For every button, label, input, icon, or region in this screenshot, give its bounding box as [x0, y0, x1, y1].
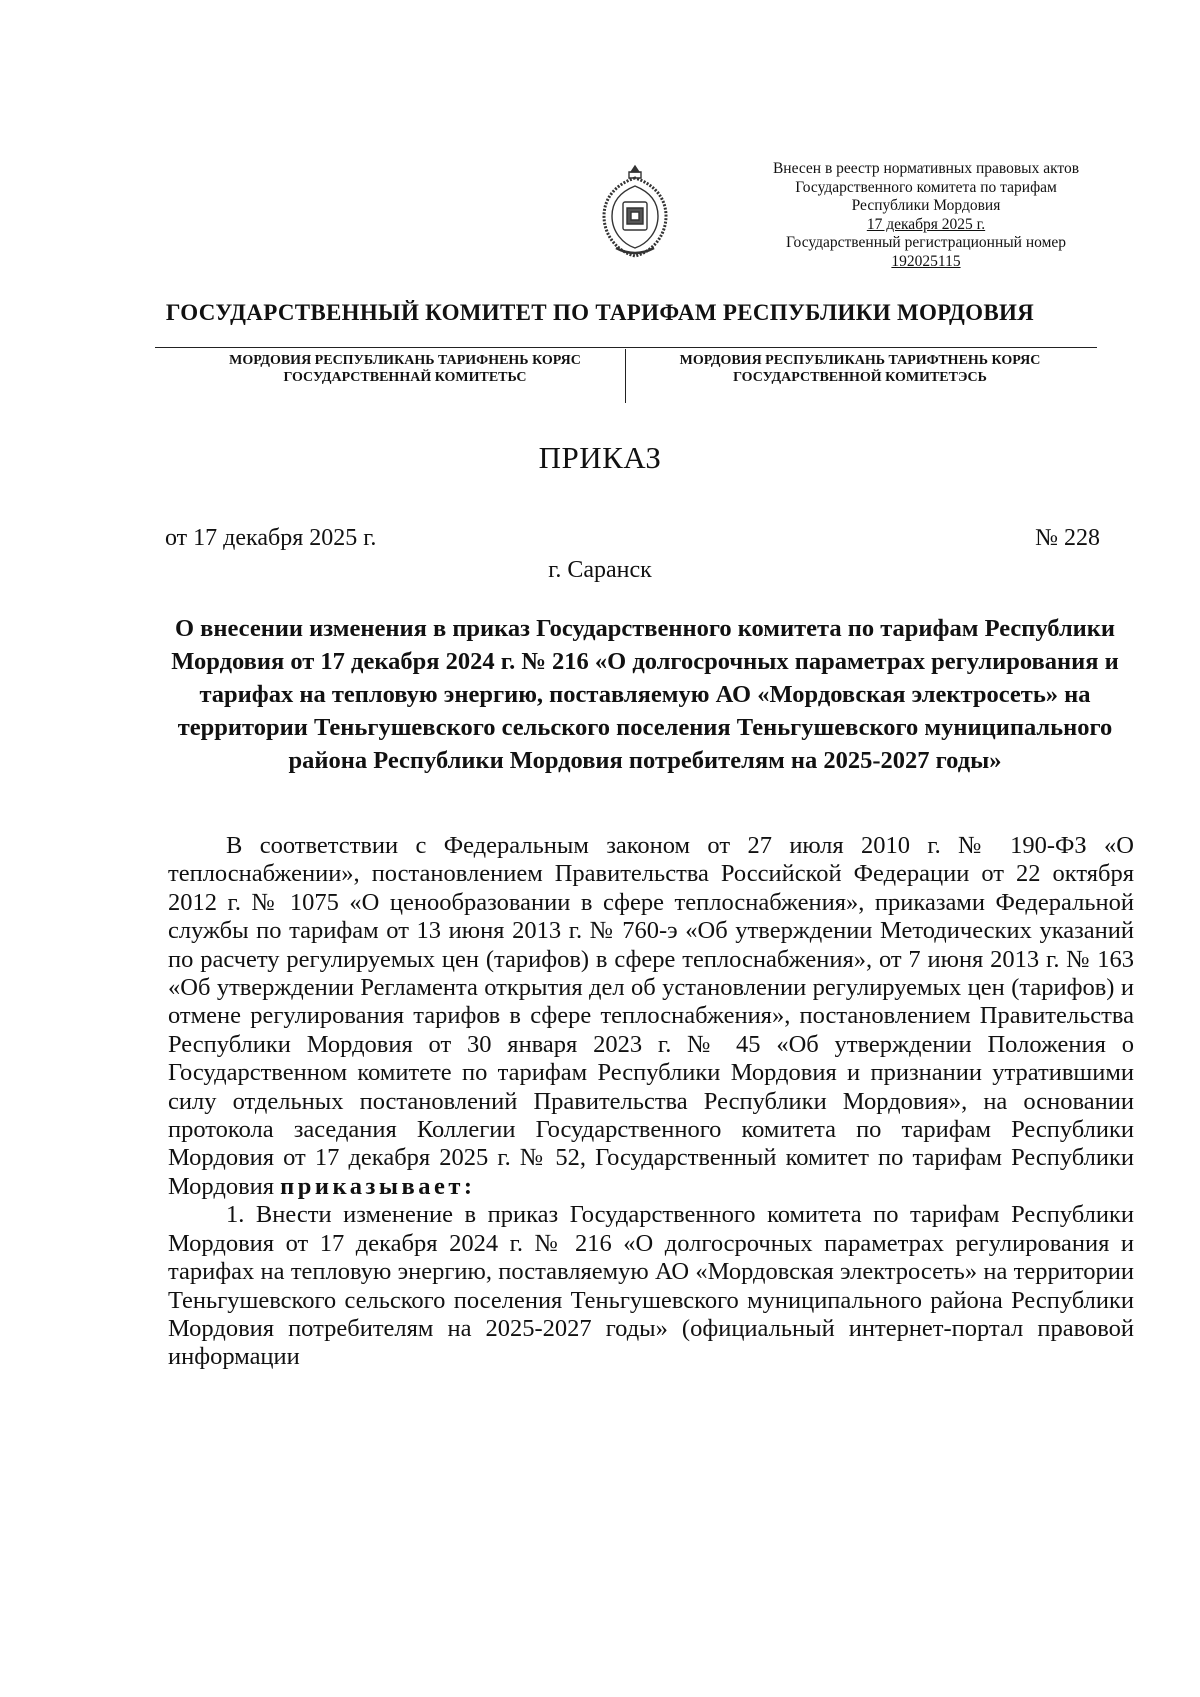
document-number: № 228	[1035, 525, 1100, 551]
document-type: ПРИКАЗ	[538, 440, 662, 475]
document-body	[168, 832, 1134, 1372]
moksha-line: ГОСУДАРСТВЕННАЙ КОМИТЕТЬС	[283, 370, 527, 385]
document-title: О внесении изменения в приказ Государственного комитета по тарифам Республики Мордовия от 17 декабря 2024 г. № 216 «О долгосрочных параметрах регулирования и тарифах на тепловую энергию, поставляемую АО «Мордовская электросеть» на территории Теньгушевского сельского поселения Теньгушевского муниципального района Республики Мордовия потребителям на 2025-2027 годы»	[171, 615, 1119, 774]
registry-stamp	[736, 160, 1116, 271]
order-word: приказывает:	[280, 1172, 476, 1200]
moksha-line: МОРДОВИЯ РЕСПУБЛИКАНЬ ТАРИФНЕНЬ КОРЯС	[229, 353, 581, 368]
erzya-line: ГОСУДАРСТВЕННОЙ КОМИТЕТЭСЬ	[733, 370, 987, 385]
document-date: от 17 декабря 2025 г.	[165, 525, 377, 551]
paragraph-text: В соответствии с Федеральным законом от 27 июля 2010 г. № 190-ФЗ «О теплоснабжении», постановлением Правительства Российской Федерации от 22 октября 2012 г. № 1075 «О ценообразовании в сфере теплоснабжения», приказами Федеральной службы по тарифам от 13 июня 2013 г. № 760-э «Об утверждении Методических указаний по расчету регулируемых цен (тарифов) в сфере теплоснабжения», от 7 июня 2013 г. № 163 «Об утверждении Регламента открытия дел об установлении регулируемых цен (тарифов) и отмене регулирования тарифов в сфере теплоснабжения», постановлением Правительства Республики Мордовия от 30 января 2023 г. № 45 «Об утверждении Положения о Государственном комитете по тарифам Республики Мордовия и признании утратившими силу отдельных постановлений Правительства Республики Мордовия», на основании протокола заседания Коллегии Государственного комитета по тарифам Республики Мордовия от 17 декабря 2025 г. № 52, Государственный комитет по тарифам Республики Мордовия	[168, 832, 1134, 1200]
committee-name-moksha	[190, 352, 620, 386]
registry-number: 192025115	[891, 252, 961, 270]
registry-line: Государственный регистрационный номер	[785, 234, 1067, 251]
body-paragraph: 1. Внести изменение в приказ Государственного комитета по тарифам Республики Мордовия от 17 декабря 2024 г. № 216 «О долгосрочных параметрах регулирования и тарифах на тепловую энергию, поставляемую АО «Мордовская электросеть» на территории Теньгушевского сельского поселения Теньгушевского муниципального района Республики Мордовия потребителям на 2025-2027 годы» (официальный интернет-портал правовой информации	[168, 1201, 1134, 1371]
committee-name: ГОСУДАРСТВЕННЫЙ КОМИТЕТ ПО ТАРИФАМ РЕСПУБЛИКИ МОРДОВИЯ	[165, 300, 1035, 325]
document-city: г. Саранск	[548, 557, 652, 583]
header-vertical-divider	[625, 349, 626, 403]
registry-date: 17 декабря 2025 г.	[866, 215, 986, 233]
body-paragraph	[168, 832, 1134, 1201]
coat-of-arms-emblem-icon	[596, 164, 674, 260]
registry-line: Республики Мордовия	[851, 197, 1001, 214]
registry-line: Государственного комитета по тарифам	[795, 178, 1057, 196]
header-divider	[155, 347, 1097, 348]
committee-name-erzya	[645, 352, 1075, 386]
erzya-line: МОРДОВИЯ РЕСПУБЛИКАНЬ ТАРИФТНЕНЬ КОРЯС	[679, 353, 1041, 368]
registry-line: Внесен в реестр нормативных правовых актов	[772, 160, 1080, 177]
